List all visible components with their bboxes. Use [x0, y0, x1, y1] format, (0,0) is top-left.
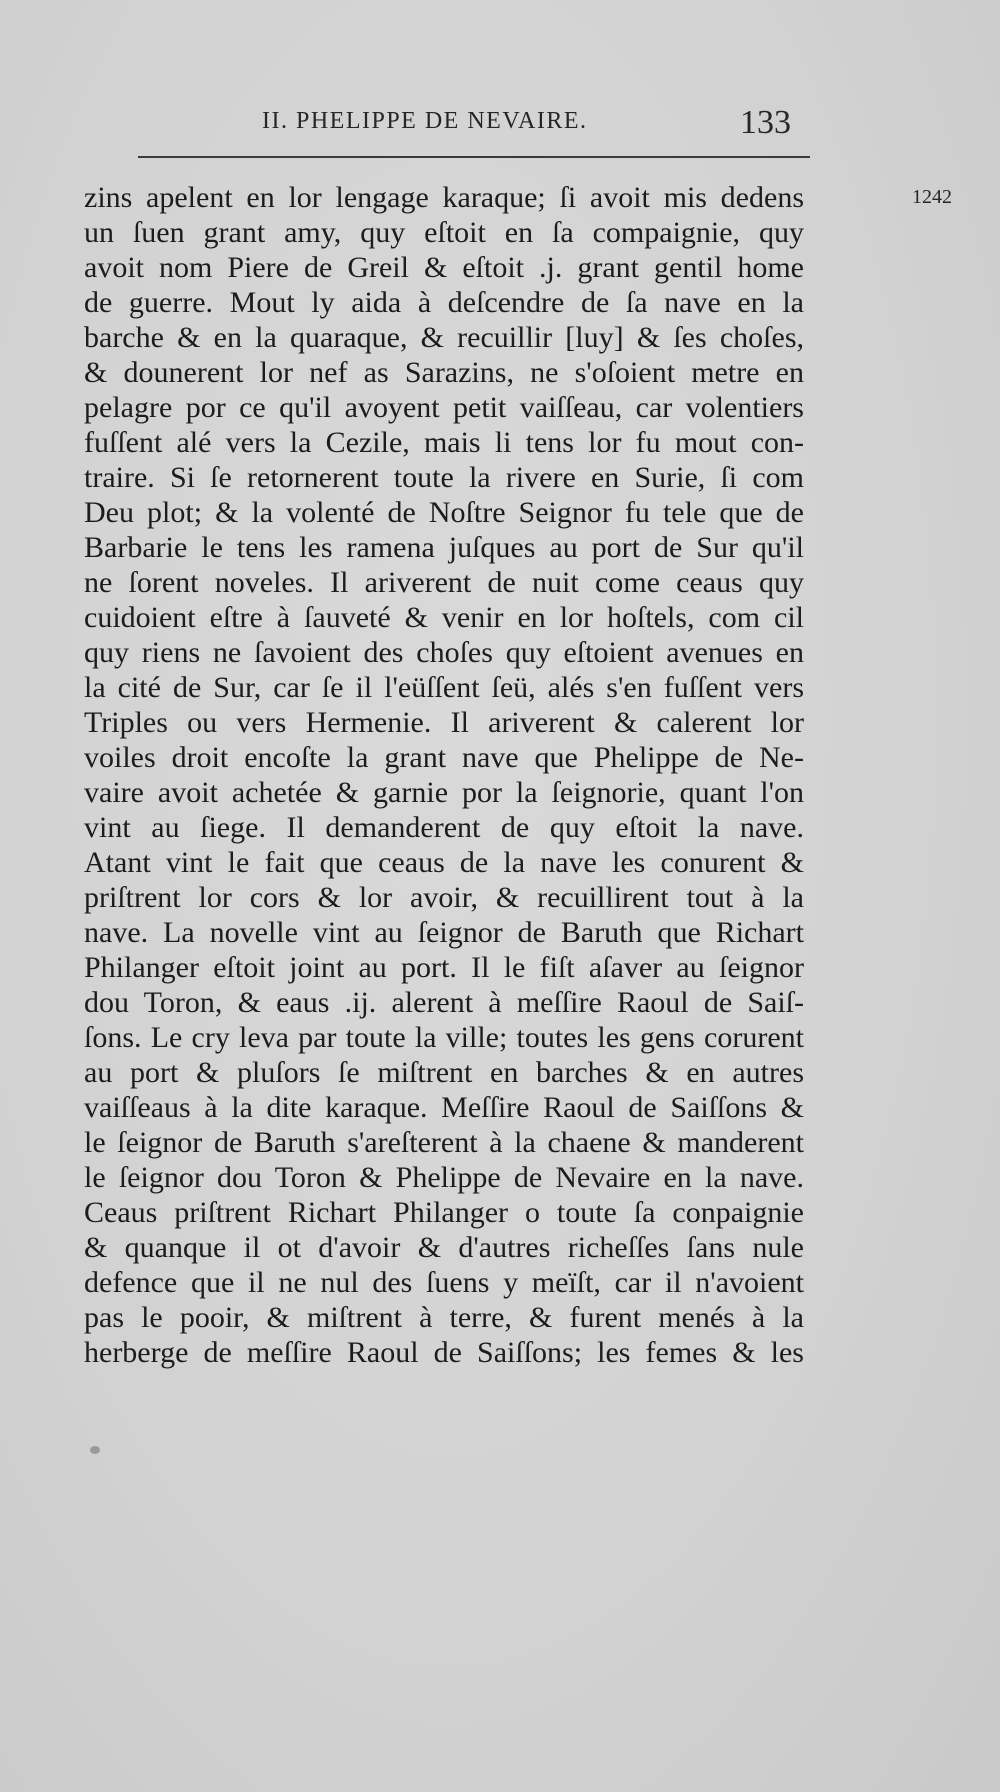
text-line: herberge de meſſire Raoul de Saiſſons; les femes & les: [84, 1336, 804, 1369]
running-title: II. PHELIPPE DE NEVAIRE.: [262, 108, 588, 134]
text-line: quy riens ne ſavoient des choſes quy eſtoient avenues en: [84, 636, 804, 669]
text-line: le ſeignor de Baruth s'areſterent à la chaene & manderent: [84, 1126, 804, 1159]
text-line: cuidoient eſtre à ſauveté & venir en lor hoſtels, com cil: [84, 601, 804, 634]
text-line: & dounerent lor nef as Sarazins, ne s'oſoient metre en: [84, 356, 804, 389]
text-line: zins apelent en lor lengage karaque; ſi avoit mis dedens: [84, 181, 804, 214]
text-line: Ceaus priſtrent Richart Philanger o toute ſa conpaignie: [84, 1196, 804, 1229]
text-line: Triples ou vers Hermenie. Il ariverent & calerent lor: [84, 706, 804, 739]
text-line: priſtrent lor cors & lor avoir, & recuillirent tout à la: [84, 881, 804, 914]
text-line: defence que il ne nul des ſuens y meïſt, car il n'avoient: [84, 1266, 804, 1299]
text-line: Philanger eſtoit joint au port. Il le fiſt aſaver au ſeignor: [84, 951, 804, 984]
text-line: vaiſſeaus à la dite karaque. Meſſire Raoul de Saiſſons &: [84, 1091, 804, 1124]
text-line: voiles droit encoſte la grant nave que Phelippe de Ne-: [84, 741, 804, 774]
text-line: barche & en la quaraque, & recuillir [luy] & ſes choſes,: [84, 321, 804, 354]
text-line: traire. Si ſe retornerent toute la rivere en Surie, ſi com: [84, 461, 804, 494]
paper-speck: [90, 1446, 100, 1454]
text-line: Atant vint le fait que ceaus de la nave les conurent &: [84, 846, 804, 879]
margin-year-note: 1242: [912, 186, 952, 208]
header-rule: [138, 156, 810, 158]
text-line: nave. La novelle vint au ſeignor de Baruth que Richart: [84, 916, 804, 949]
text-line: Deu plot; & la volenté de Noſtre Seignor fu tele que de: [84, 496, 804, 529]
text-line: & quanque il ot d'avoir & d'autres richeſſes ſans nule: [84, 1231, 804, 1264]
text-line: le ſeignor dou Toron & Phelippe de Nevaire en la nave.: [84, 1161, 804, 1194]
body-text: [84, 180, 804, 1370]
text-line: dou Toron, & eaus .ij. alerent à meſſire Raoul de Saiſ-: [84, 986, 804, 1019]
text-line: au port & pluſors ſe miſtrent en barches & en autres: [84, 1056, 804, 1089]
text-line: vint au ſiege. Il demanderent de quy eſtoit la nave.: [84, 811, 804, 844]
text-line: un ſuen grant amy, quy eſtoit en ſa compaignie, quy: [84, 216, 804, 249]
text-line: la cité de Sur, car ſe il l'eüſſent ſeü, alés s'en fuſſent vers: [84, 671, 804, 704]
text-line: avoit nom Piere de Greil & eſtoit .j. grant gentil home: [84, 251, 804, 284]
text-line: pelagre por ce qu'il avoyent petit vaiſſeau, car volentiers: [84, 391, 804, 424]
page-number: 133: [740, 104, 791, 141]
text-line: Barbarie le tens les ramena juſques au port de Sur qu'il: [84, 531, 804, 564]
text-line: fuſſent alé vers la Cezile, mais li tens lor fu mout con-: [84, 426, 804, 459]
text-line: pas le pooir, & miſtrent à terre, & furent menés à la: [84, 1301, 804, 1334]
text-line: ne ſorent noveles. Il ariverent de nuit come ceaus quy: [84, 566, 804, 599]
text-line: vaire avoit achetée & garnie por la ſeignorie, quant l'on: [84, 776, 804, 809]
text-line: ſons. Le cry leva par toute la ville; toutes les gens corurent: [84, 1021, 804, 1054]
text-line: de guerre. Mout ly aida à deſcendre de ſa nave en la: [84, 286, 804, 319]
